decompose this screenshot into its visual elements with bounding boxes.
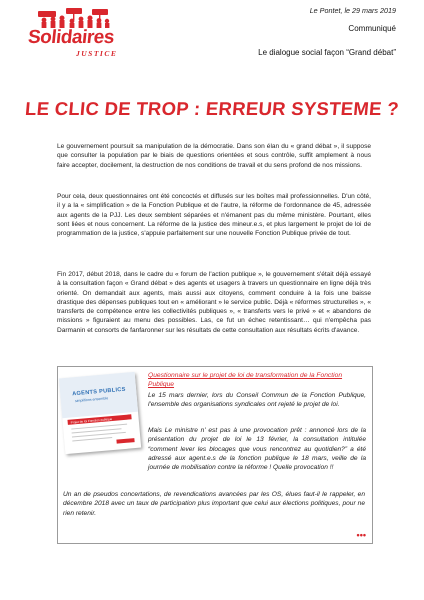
paragraph-1: Le gouvernement poursuit sa manipulation de la démocratie. Dans son élan du « grand débat », il suppose que consulter la population par le biais de questions orientées et sous contrôle, suffit amplement à nous faire accepter, docilement, la destruction de nos conditions de travail et du sens profond de nos missions. [57, 143, 371, 169]
box-text-2: Mais Le ministre n' est pas à une provocation prêt : annoncé lors de la présentation du projet de loi le 13 février, la consultation intitulée “comment lever les blocages que vous rencontrez au quotidien?” a été adressé aux agent.e.s de la fonction publique le 18 mars, veille de la journée de mobilisation contre la réforme ! Quelle provocation !! [148, 427, 366, 472]
thumbnail-logo [116, 438, 134, 444]
box-title-link[interactable]: Questionnaire sur le projet de loi de transformation de la Fonction Publique [148, 372, 343, 388]
thumbnail-banner-text: Projet de loi Fonction publique [70, 416, 113, 425]
questionnaire-thumbnail [59, 372, 141, 454]
brand-name: Solidaires [26, 27, 115, 48]
dateline: Le Pontet, le 29 mars 2019 [309, 6, 396, 15]
box-text-3: Un an de pseudos concertations, de revendications avancées par les OS, élues faut-il le rappeler, en décembre 2018 avec un taux de participation plus important que celui aux élections politiques, pour ne rien retenir. [63, 491, 365, 517]
thumbnail-title: AGENTS PUBLICS [72, 386, 126, 398]
protesters-icon [36, 6, 110, 28]
thumbnail-subtitle: simplifions ensemble [74, 396, 109, 404]
headline: LE CLIC DE TROP : ERREUR SYSTEME ? [24, 98, 400, 119]
thumbnail-line [72, 437, 112, 442]
document-type: Communiqué [348, 24, 396, 33]
box-text-1: Le 15 mars dernier, lors du Conseil Commun de la Fonction Publique, l'ensemble des organisations syndicales ont rejeté le projet de loi. [148, 392, 366, 409]
document-subject: Le dialogue social façon “Grand débat” [258, 48, 396, 57]
paragraph-3: Fin 2017, début 2018, dans le cadre du « forum de l'action publique », le gouvernement s'était déjà essayé à la consultation façon « Grand débat » des agents et usagers à travers un questionnaire en ligne déjà très orienté. On demandait aux agents, mais aussi aux citoyens, comment conduire à la fois une baisse drastique des dépenses publiques tout en « améliorant » le service public. Déjà « réformes structurelles », « transferts de compétence entre les collectivités publiques », « transferts vers le privé » et « abandons de missions » figuraient au menu des possibles. Las, ce fut un échec retentissant… qui n'empêcha pas Darmanin et consorts de fanfaronner sur les résultats de cette consultation aux résultats écrits d'avance. [57, 271, 371, 334]
brand-subtitle: JUSTICE [76, 49, 118, 58]
solidaires-justice-logo [28, 6, 120, 68]
ellipsis-icon: ••• [356, 530, 366, 540]
info-box [57, 366, 373, 544]
paragraph-2: Pour cela, deux questionnaires ont été concoctés et diffusés sur les boîtes mail professionnelles. D'un côté, il y a la « simplification » de la Fonction Publique et de l'autre, la réforme de l'ordonnance de 45, adressée aux agents de la PJJ. Les deux semblent séparées et n'émanent pas du même ministère. Pourtant, elles sont liées et nous concernent. La réforme de la justice des mineur.e.s, et plus largement le projet de loi de programmation de la justice, s'appuie parfaitement sur une nouvelle Fonction Publique privée de tout. [57, 193, 371, 238]
